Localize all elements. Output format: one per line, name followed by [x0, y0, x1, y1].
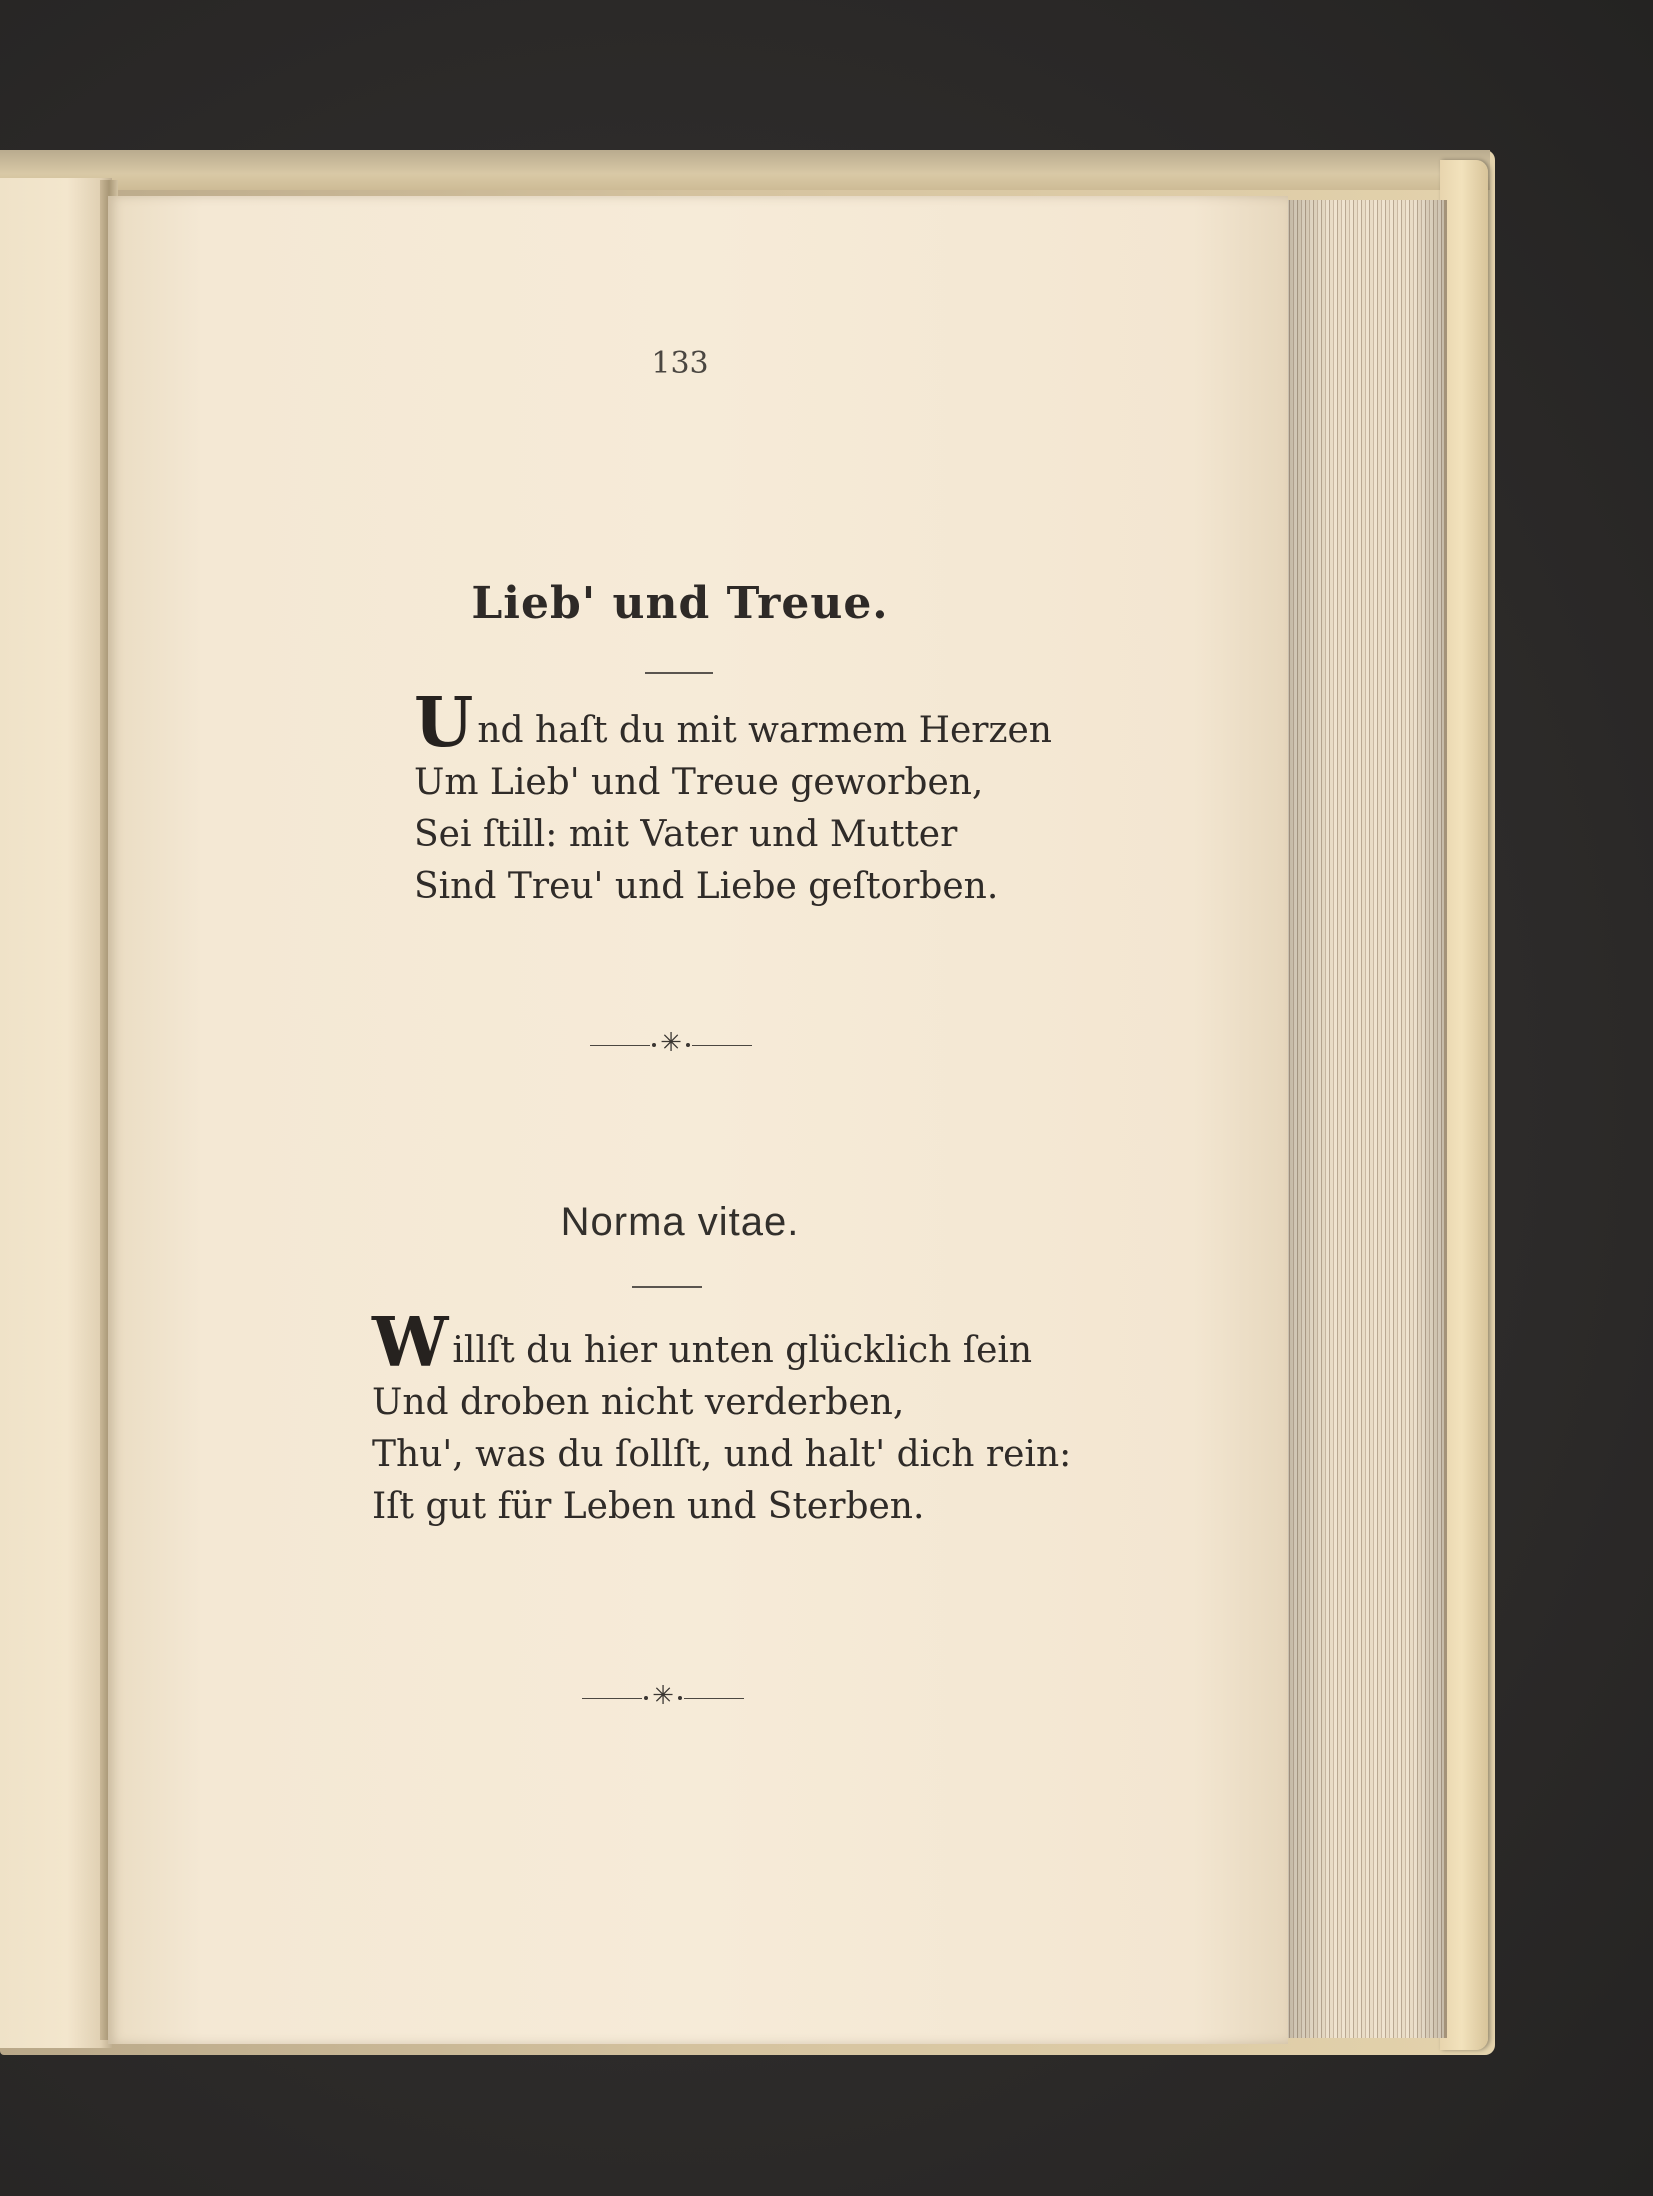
poem-line: Thu', was du ſollſt, und halt' dich rein:: [372, 1434, 1072, 1475]
ornament-line: [582, 1698, 642, 1699]
poem-stanza: [372, 1303, 1072, 1533]
left-page: [0, 178, 112, 2048]
poem-line: Iſt gut für Leben und Sterben.: [372, 1486, 925, 1527]
initial-letter: U: [414, 683, 474, 763]
poem-line-text: nd haſt du mit warmem Herzen: [477, 710, 1052, 751]
poem-line: Sei ſtill: mit Vater und Mutter: [414, 814, 958, 855]
ornament-line: [590, 1045, 650, 1046]
asterisk-icon: ✳: [660, 1028, 682, 1058]
poem-line: Und droben nicht verderben,: [372, 1382, 905, 1423]
poem-line: [414, 683, 1052, 763]
page-number: 133: [651, 346, 709, 381]
poem-title: Lieb' und Treue.: [471, 578, 889, 629]
initial-letter: W: [372, 1303, 449, 1383]
ornament-line: [692, 1045, 752, 1046]
title-rule: [645, 672, 713, 674]
poem-title: Norma vitae.: [560, 1200, 800, 1244]
ornament-line: [684, 1698, 744, 1699]
ornament-dot: [652, 1043, 656, 1047]
ornament-dot: [678, 1696, 682, 1700]
right-page: [108, 196, 1288, 2044]
book-cover-fore-edge: [1440, 160, 1488, 2050]
page-stack-shadow: [1282, 200, 1444, 2038]
poem-line: Sind Treu' und Liebe geſtorben.: [414, 866, 999, 907]
book-cover-top-edge: [0, 150, 1490, 190]
poem-line: [372, 1303, 1071, 1383]
asterisk-icon: ✳: [652, 1681, 674, 1711]
poem-stanza: [414, 683, 1052, 913]
section-ornament: [582, 1681, 744, 1711]
ornament-dot: [686, 1043, 690, 1047]
title-rule: [632, 1286, 702, 1288]
section-ornament: [590, 1028, 752, 1058]
poem-line-text: illſt du hier unten glücklich ſein: [452, 1330, 1033, 1371]
poem-line: Um Lieb' und Treue geworben,: [414, 762, 984, 803]
ornament-dot: [644, 1696, 648, 1700]
